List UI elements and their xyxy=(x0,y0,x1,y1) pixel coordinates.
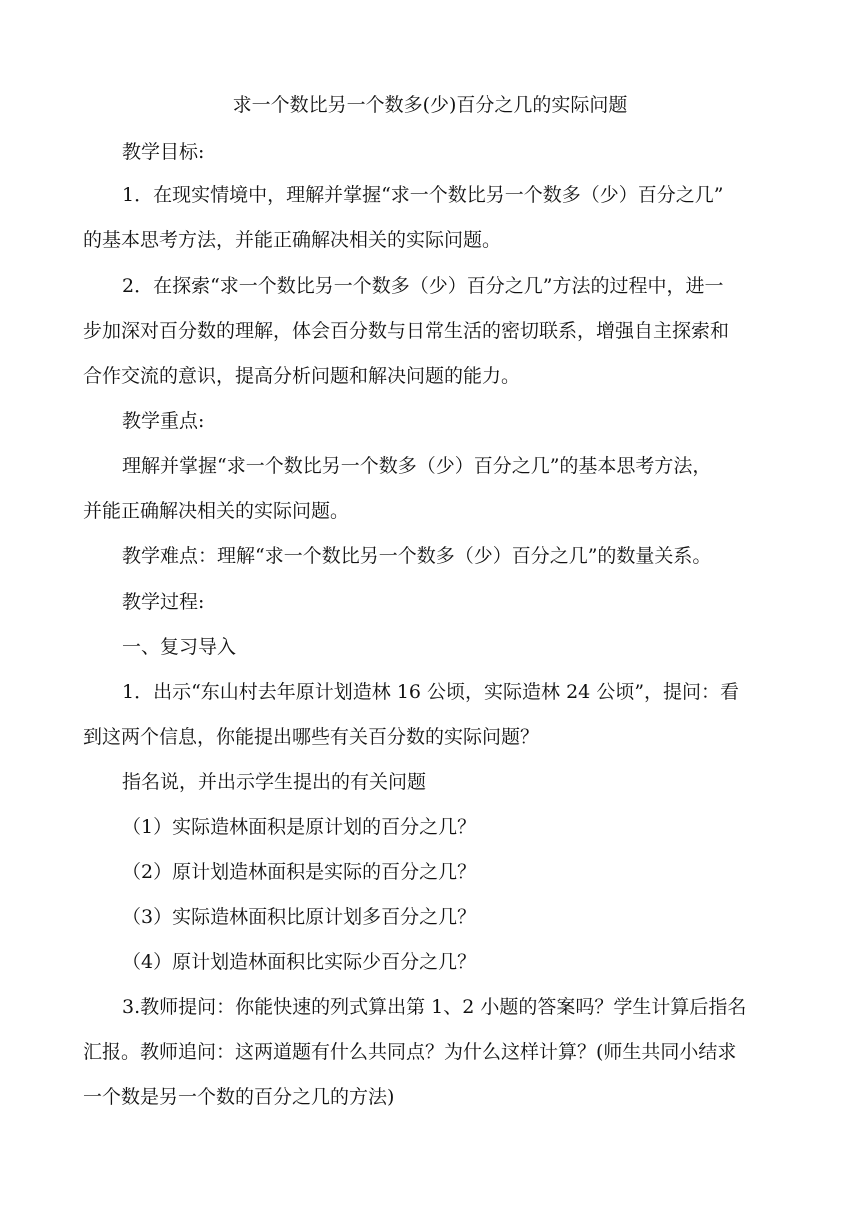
goal-2-line-2: 步加深对百分数的理解，体会百分数与日常生活的密切联系，增强自主探索和 xyxy=(83,320,730,342)
step-1-line-2: 到这两个信息，你能提出哪些有关百分数的实际问题？ xyxy=(83,726,540,748)
section-1-heading: 一、复习导入 xyxy=(122,636,237,658)
question-3: （3）实际造林面积比原计划多百分之几？ xyxy=(122,906,477,928)
key-point-heading: 教学重点: xyxy=(122,410,205,432)
difficulty-statement: 教学难点：理解“求一个数比另一个数多（少）百分之几”的数量关系。 xyxy=(122,545,712,567)
step-3-line-1: 3.教师提问：你能快速的列式算出第 1、2 小题的答案吗？学生计算后指名 xyxy=(122,996,747,1018)
step-3-line-2: 汇报。教师追问：这两道题有什么共同点？为什么这样计算？(师生共同小结求 xyxy=(83,1041,737,1063)
question-1: （1）实际造林面积是原计划的百分之几？ xyxy=(122,816,477,838)
teaching-goals-heading: 教学目标: xyxy=(122,141,205,163)
goal-2-line-1: 2．在探索“求一个数比另一个数多（少）百分之几”方法的过程中，进一 xyxy=(122,275,724,297)
goal-1-line-2: 的基本思考方法，并能正确解决相关的实际问题。 xyxy=(83,229,502,251)
key-point-line-1: 理解并掌握“求一个数比另一个数多（少）百分之几”的基本思考方法， xyxy=(122,455,712,477)
step-3-line-3: 一个数是另一个数的百分之几的方法) xyxy=(83,1086,395,1108)
document-title: 求一个数比另一个数多(少)百分之几的实际问题 xyxy=(232,94,628,116)
question-2: （2）原计划造林面积是实际的百分之几？ xyxy=(122,861,477,883)
goal-1-line-1: 1．在现实情境中，理解并掌握“求一个数比另一个数多（少）百分之几” xyxy=(122,184,724,206)
goal-2-line-3: 合作交流的意识，提高分析问题和解决问题的能力。 xyxy=(83,365,521,387)
process-heading: 教学过程: xyxy=(122,591,205,613)
question-4: （4）原计划造林面积比实际少百分之几？ xyxy=(122,951,477,973)
step-1-note: 指名说，并出示学生提出的有关问题 xyxy=(122,771,427,793)
step-1-line-1: 1．出示“东山村去年原计划造林 16 公顷，实际造林 24 公顷”，提问：看 xyxy=(122,681,740,703)
key-point-line-2: 并能正确解决相关的实际问题。 xyxy=(83,500,350,522)
